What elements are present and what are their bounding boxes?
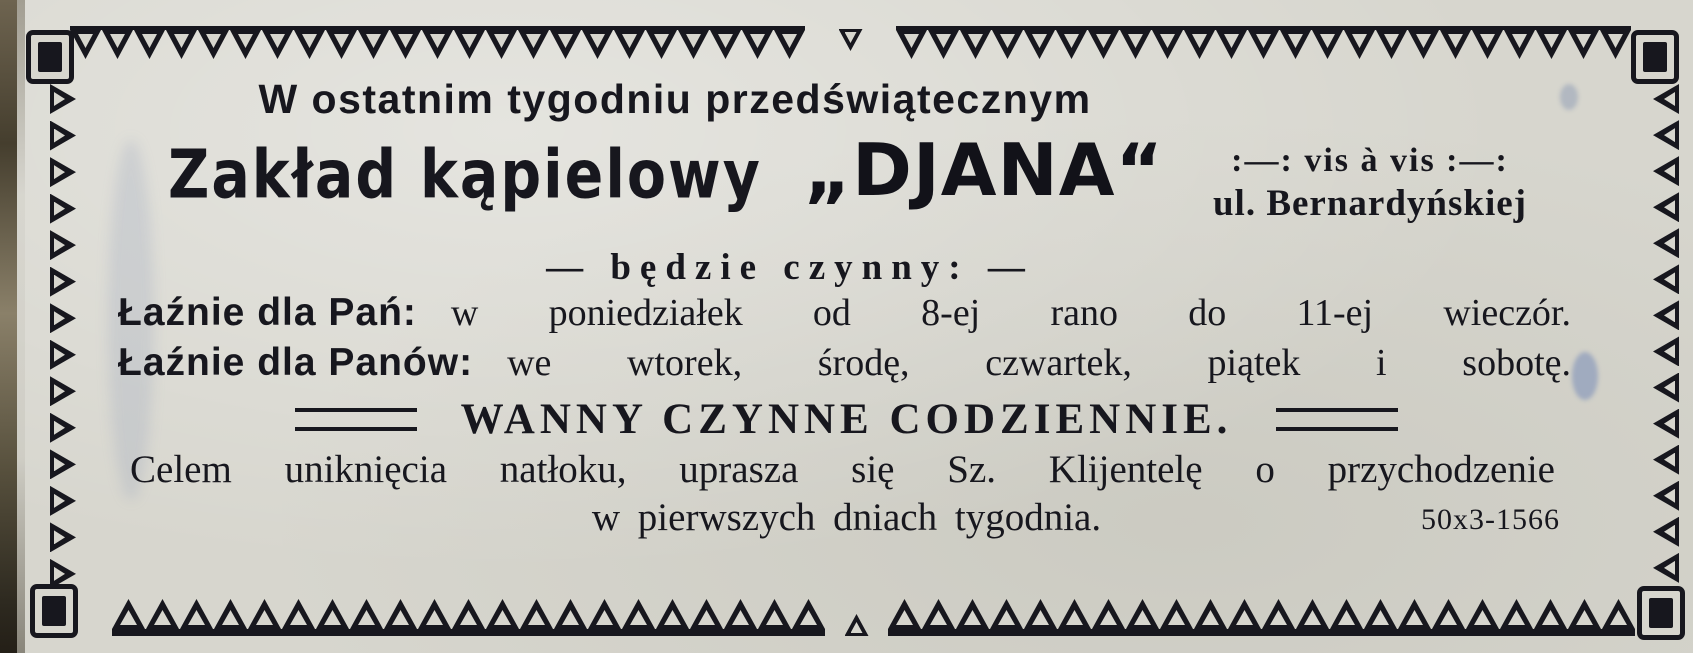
- address-visavis: :—: vis à vis :—:: [1231, 142, 1509, 179]
- opening-announcement: — będzie czynny: —: [546, 247, 1034, 288]
- triangle-icon: [1653, 336, 1679, 366]
- triangle-icon: [839, 29, 863, 51]
- triangle-icon: [724, 599, 757, 629]
- triangle-border-top-left-group: [70, 26, 805, 59]
- triangle-border-left: [50, 84, 76, 589]
- schedule-label: Łaźnie dla Panów:: [118, 341, 474, 384]
- triangle-icon: [1376, 30, 1407, 59]
- scan-page-edge-shadow: [17, 0, 25, 653]
- triangle-icon: [588, 599, 621, 629]
- triangle-icon: [1653, 264, 1679, 294]
- triangle-icon: [180, 599, 213, 629]
- triangle-icon: [1364, 599, 1397, 629]
- triangle-icon: [1092, 599, 1125, 629]
- corner-ornament-icon: [1631, 30, 1679, 84]
- triangle-icon: [112, 599, 145, 629]
- ink-smudge: [1572, 352, 1598, 400]
- banner-row: [115, 395, 1578, 444]
- triangle-icon: [350, 599, 383, 629]
- triangle-icon: [1216, 30, 1247, 59]
- triangle-icon: [486, 30, 517, 59]
- triangle-icon: [690, 599, 723, 629]
- triangle-icon: [1653, 517, 1679, 547]
- triangle-icon: [50, 522, 76, 552]
- triangle-icon: [1500, 599, 1533, 629]
- triangle-icon: [70, 30, 101, 59]
- triangle-icon: [230, 30, 261, 59]
- triangle-icon: [1472, 30, 1503, 59]
- ad-title-row: [168, 128, 1565, 225]
- triangle-icon: [50, 559, 76, 589]
- corner-ornament-icon: [26, 30, 74, 84]
- triangle-icon: [1058, 599, 1091, 629]
- triangle-icon: [390, 30, 421, 59]
- triangle-icon: [248, 599, 281, 629]
- triangle-icon: [422, 30, 453, 59]
- triangle-icon: [1344, 30, 1375, 59]
- schedule-hours: w poniedziałek od 8-ej rano do 11-ej wieczór.: [450, 292, 1571, 334]
- triangle-border-bottom: [112, 599, 1635, 636]
- corner-ornament-icon: [30, 584, 78, 638]
- triangle-icon: [1534, 599, 1567, 629]
- triangle-icon: [294, 30, 325, 59]
- triangle-icon: [1653, 300, 1679, 330]
- triangle-icon: [956, 599, 989, 629]
- triangle-icon: [1440, 30, 1471, 59]
- triangle-icon: [1653, 156, 1679, 186]
- triangle-icon: [518, 30, 549, 59]
- triangle-icon: [678, 30, 709, 59]
- triangle-icon: [1280, 30, 1311, 59]
- triangle-icon: [758, 599, 791, 629]
- triangle-icon: [486, 599, 519, 629]
- triangle-icon: [990, 599, 1023, 629]
- triangle-icon: [214, 599, 247, 629]
- triangle-icon: [1152, 30, 1183, 59]
- triangle-icon: [166, 30, 197, 59]
- triangle-icon: [452, 599, 485, 629]
- triangle-icon: [1600, 30, 1631, 59]
- schedule-row-men: [118, 341, 1571, 385]
- triangle-icon: [582, 30, 613, 59]
- triangle-icon: [134, 30, 165, 59]
- triangle-icon: [1653, 553, 1679, 583]
- ad-reference-code: 50x3-1566: [1421, 503, 1560, 536]
- triangle-icon: [554, 599, 587, 629]
- triangle-icon: [1653, 373, 1679, 403]
- note-row-2: [115, 495, 1578, 540]
- triangle-icon: [1653, 120, 1679, 150]
- triangle-icon: [992, 30, 1023, 59]
- triangle-icon: [50, 194, 76, 224]
- triangle-icon: [384, 599, 417, 629]
- note-line-1: Celem uniknięcia natłoku, uprasza się Sz. Klijentelę o przychodzenie: [130, 448, 1555, 491]
- double-rule-icon: [295, 408, 417, 431]
- triangle-icon: [1568, 30, 1599, 59]
- triangle-icon: [1568, 599, 1601, 629]
- triangle-icon: [50, 340, 76, 370]
- triangle-icon: [146, 599, 179, 629]
- triangle-border-top: [70, 26, 1631, 59]
- triangle-icon: [1330, 599, 1363, 629]
- business-name: „DJANA“: [803, 128, 1164, 212]
- triangle-icon: [1408, 30, 1439, 59]
- triangle-icon: [316, 599, 349, 629]
- scan-page-edge: [0, 0, 17, 653]
- triangle-icon: [50, 230, 76, 260]
- triangle-icon: [614, 30, 645, 59]
- triangle-icon: [960, 30, 991, 59]
- business-type-title: Zakład kąpielowy: [168, 136, 762, 214]
- triangle-icon: [1024, 599, 1057, 629]
- triangle-icon: [1602, 599, 1635, 629]
- triangle-icon: [358, 30, 389, 59]
- address-street: ul. Bernardyńskiej: [1212, 183, 1528, 224]
- triangle-icon: [1504, 30, 1535, 59]
- triangle-icon: [896, 30, 927, 59]
- triangle-icon: [1296, 599, 1329, 629]
- triangle-icon: [326, 30, 357, 59]
- triangle-icon: [1248, 30, 1279, 59]
- triangle-icon: [1653, 228, 1679, 258]
- triangle-icon: [198, 30, 229, 59]
- triangle-icon: [622, 599, 655, 629]
- schedule-hours: we wtorek, środę, czwartek, piątek i sobotę.: [507, 342, 1571, 384]
- triangle-icon: [888, 599, 921, 629]
- triangle-icon: [418, 599, 451, 629]
- triangle-icon: [845, 614, 869, 636]
- triangle-icon: [50, 121, 76, 151]
- triangle-icon: [928, 30, 959, 59]
- triangle-icon: [710, 30, 741, 59]
- triangle-icon: [922, 599, 955, 629]
- triangle-border-right: [1653, 84, 1679, 583]
- triangle-icon: [1160, 599, 1193, 629]
- triangle-icon: [656, 599, 689, 629]
- triangle-icon: [646, 30, 677, 59]
- triangle-icon: [50, 376, 76, 406]
- triangle-icon: [1194, 599, 1227, 629]
- triangle-icon: [50, 413, 76, 443]
- triangle-icon: [1653, 445, 1679, 475]
- triangle-icon: [454, 30, 485, 59]
- triangle-icon: [1653, 409, 1679, 439]
- triangle-icon: [774, 30, 805, 59]
- triangle-icon: [262, 30, 293, 59]
- triangle-icon: [1398, 599, 1431, 629]
- triangle-icon: [1536, 30, 1567, 59]
- triangle-icon: [1466, 599, 1499, 629]
- triangle-icon: [50, 84, 76, 114]
- triangle-icon: [1228, 599, 1261, 629]
- triangle-icon: [1120, 30, 1151, 59]
- schedule-row-women: [118, 291, 1571, 335]
- triangle-icon: [1653, 481, 1679, 511]
- triangle-icon: [50, 303, 76, 333]
- triangle-icon: [1126, 599, 1159, 629]
- triangle-icon: [1088, 30, 1119, 59]
- triangle-border-top-lone: [839, 26, 863, 51]
- corner-ornament-icon: [1637, 586, 1685, 640]
- triangle-icon: [1262, 599, 1295, 629]
- schedule-label: Łaźnie dla Pań:: [118, 291, 417, 334]
- address-block: [1175, 136, 1565, 225]
- triangle-icon: [742, 30, 773, 59]
- triangle-icon: [1056, 30, 1087, 59]
- triangle-icon: [550, 30, 581, 59]
- note-line-2: w pierwszych dniach tygodnia.: [591, 496, 1102, 539]
- triangle-border-bottom-right-group: [888, 599, 1635, 636]
- triangle-icon: [50, 267, 76, 297]
- triangle-icon: [282, 599, 315, 629]
- triangle-icon: [50, 449, 76, 479]
- triangle-border-bottom-left-group: [112, 599, 825, 636]
- triangle-icon: [1024, 30, 1055, 59]
- triangle-icon: [520, 599, 553, 629]
- triangle-icon: [1432, 599, 1465, 629]
- banner-text: WANNY CZYNNE CODZIENNIE.: [460, 396, 1233, 443]
- triangle-icon: [1312, 30, 1343, 59]
- triangle-icon: [792, 599, 825, 629]
- triangle-icon: [1653, 84, 1679, 114]
- triangle-icon: [102, 30, 133, 59]
- ad-headline: W ostatnim tygodniu przedświątecznym: [258, 76, 1092, 122]
- triangle-icon: [50, 486, 76, 516]
- ink-smudge: [1560, 84, 1578, 110]
- triangle-border-top-right-group: [896, 26, 1631, 59]
- triangle-icon: [1184, 30, 1215, 59]
- double-rule-icon: [1276, 408, 1398, 431]
- triangle-border-bottom-lone: [845, 614, 869, 636]
- triangle-icon: [50, 157, 76, 187]
- triangle-icon: [1653, 192, 1679, 222]
